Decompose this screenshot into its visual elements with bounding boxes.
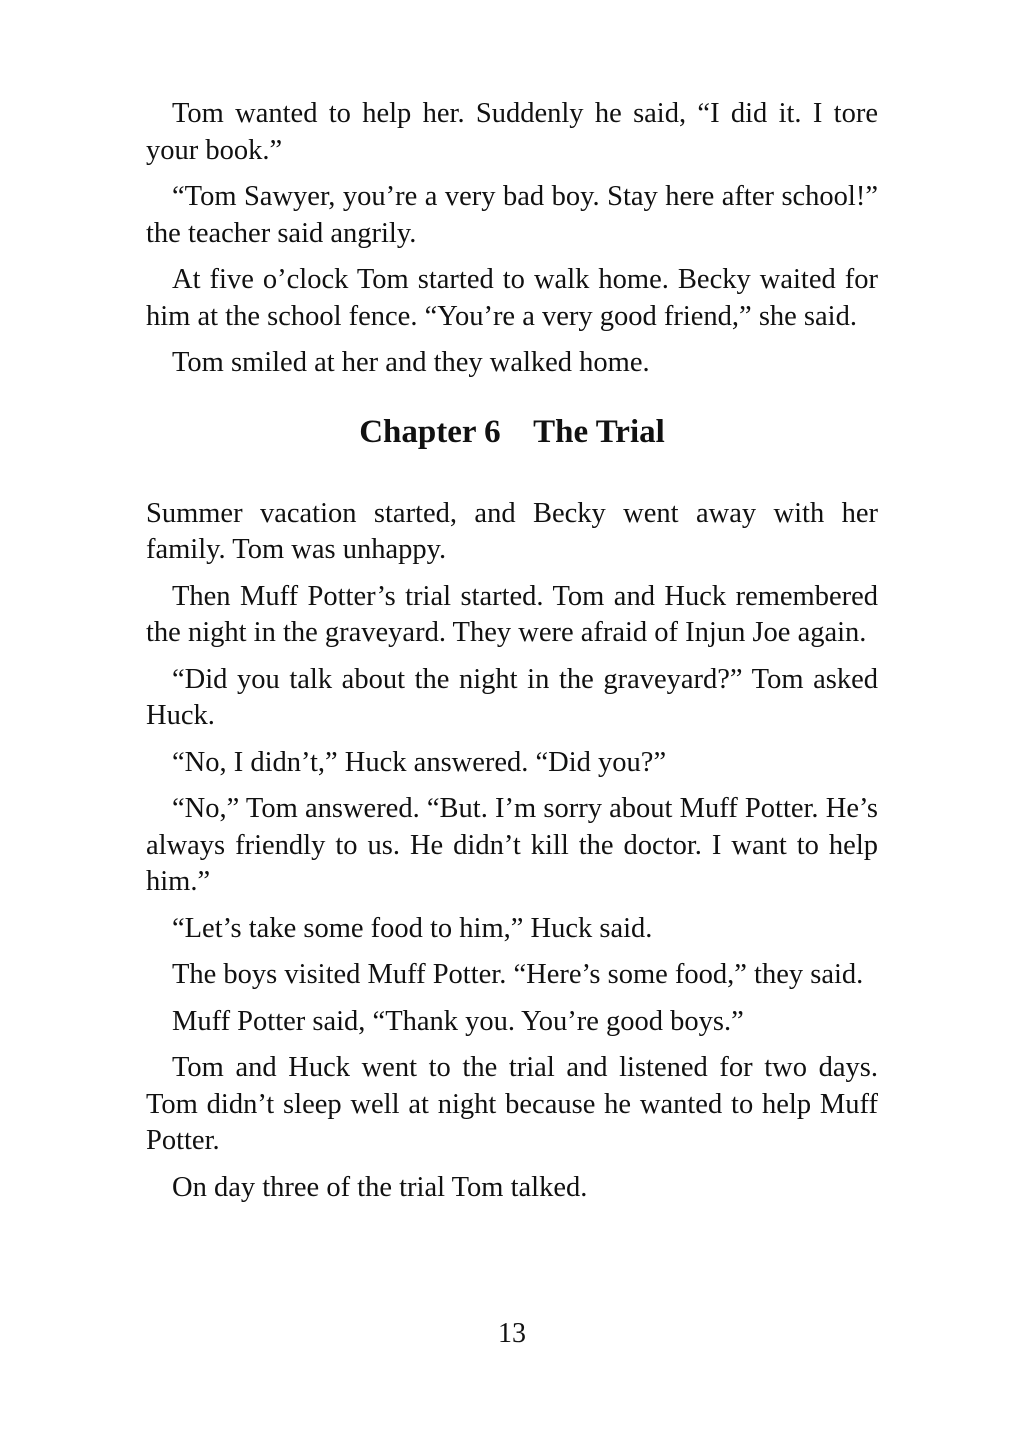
paragraph: “Did you talk about the night in the graveyard?” Tom asked Huck. <box>146 663 878 731</box>
paragraph: “No, I didn’t,” Huck answered. “Did you?” <box>172 746 667 778</box>
chapter-title: The Trial <box>533 413 665 450</box>
paragraph: Then Muff Potter’s trial started. Tom and Huck remembered the night in the graveyard. They were afraid of Injun Joe again. <box>146 580 878 648</box>
paragraph: “No,” Tom answered. “But. I’m sorry about Muff Potter. He’s always friendly to us. He didn’t kill the doctor. I want to help him.” <box>146 793 878 897</box>
paragraph: Muff Potter said, “Thank you. You’re good boys.” <box>172 1005 744 1037</box>
paragraph: Tom wanted to help her. Suddenly he said, “I did it. I tore your book.” <box>146 98 878 166</box>
paragraph: “Let’s take some food to him,” Huck said. <box>172 912 653 944</box>
chapter-heading <box>146 412 878 452</box>
paragraph: On day three of the trial Tom talked. <box>172 1171 588 1203</box>
paragraph: Summer vacation started, and Becky went away with her family. Tom was unhappy. <box>146 497 878 565</box>
paragraph: Tom smiled at her and they walked home. <box>172 347 650 378</box>
page-number: 13 <box>498 1318 526 1349</box>
paragraph: At five o’clock Tom started to walk home. Becky waited for him at the school fence. “You’re a very good friend,” she said. <box>146 264 878 332</box>
chapter-number: Chapter 6 <box>359 413 501 450</box>
book-page <box>146 96 878 1216</box>
paragraph: “Tom Sawyer, you’re a very bad boy. Stay here after school!” the teacher said angrily. <box>146 181 878 249</box>
paragraph: Tom and Huck went to the trial and listened for two days. Tom didn’t sleep well at night because he wanted to help Muff Potter. <box>146 1052 878 1156</box>
paragraph: The boys visited Muff Potter. “Here’s some food,” they said. <box>172 959 864 990</box>
